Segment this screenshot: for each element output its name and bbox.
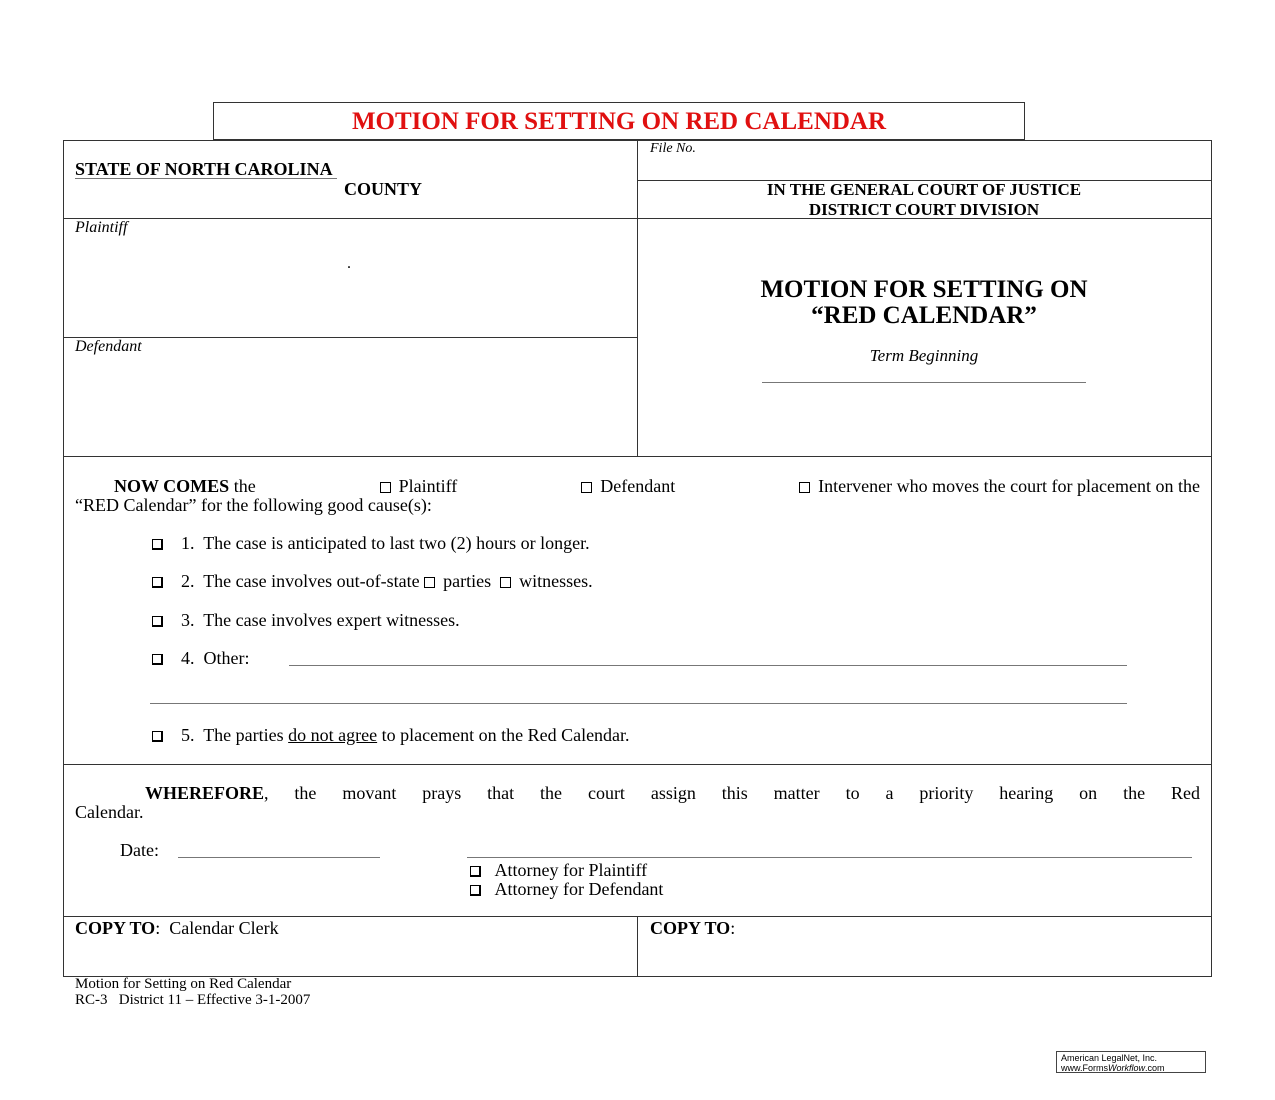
attorney-defendant: Attorney for Defendant <box>470 879 663 900</box>
plaintiff-checkbox[interactable] <box>380 482 391 493</box>
title-banner: MOTION FOR SETTING ON RED CALENDAR <box>213 102 1025 140</box>
cause-4: 4. Other: <box>152 648 249 669</box>
copy-to-right: COPY TO: <box>650 918 736 938</box>
witnesses-checkbox[interactable] <box>500 577 511 588</box>
county-label: COUNTY <box>344 179 423 199</box>
defendant-label: Defendant <box>75 338 142 355</box>
term-beginning-field[interactable] <box>762 382 1086 383</box>
wherefore-line: WHEREFORE, the movant prays that the court assign this matter to a priority hearing on the Red <box>145 783 1200 803</box>
defendant-checkbox[interactable] <box>581 482 592 493</box>
state-label: STATE OF NORTH CAROLINA <box>75 159 333 179</box>
term-beginning-label: Term Beginning <box>869 346 979 365</box>
intervener-checkbox[interactable] <box>799 482 810 493</box>
court-line-2: DISTRICT COURT DIVISION <box>808 200 1040 219</box>
file-no-label: File No. <box>650 141 696 156</box>
footer-line-2: RC-3 District 11 – Effective 3-1-2007 <box>75 992 311 1008</box>
court-line-1: IN THE GENERAL COURT OF JUSTICE <box>766 180 1082 199</box>
cause-1-checkbox[interactable] <box>152 539 163 550</box>
cause-4-checkbox[interactable] <box>152 654 163 665</box>
plaintiff-label: Plaintiff <box>75 219 128 236</box>
footer-line-1: Motion for Setting on Red Calendar <box>75 976 292 992</box>
now-comes-line: NOW COMES the Plaintiff Defendant Intervener who moves the court for placement on the <box>114 476 1200 496</box>
cause-3: 3. The case involves expert witnesses. <box>152 610 460 631</box>
motion-title-2: “RED CALENDAR” <box>811 302 1037 329</box>
legalnet-stamp: American LegalNet, Inc. www.FormsWorkflow.com <box>1056 1051 1206 1073</box>
now-comes-line-2: “RED Calendar” for the following good cause(s): <box>75 495 432 515</box>
signature-field[interactable] <box>467 857 1192 858</box>
motion-title-1: MOTION FOR SETTING ON <box>760 276 1088 303</box>
cause-1: 1. The case is anticipated to last two (2) hours or longer. <box>152 533 590 554</box>
plaintiff-field[interactable]: . <box>347 255 351 272</box>
copy-to-left: COPY TO: Calendar Clerk <box>75 918 279 938</box>
other-field-2[interactable] <box>150 703 1127 704</box>
attorney-plaintiff: Attorney for Plaintiff <box>470 860 647 881</box>
wherefore-line-2: Calendar. <box>75 802 144 822</box>
county-field[interactable] <box>75 178 337 179</box>
cause-2: 2. The case involves out-of-state parties witnesses. <box>152 571 593 592</box>
date-label: Date: <box>120 840 159 860</box>
date-field[interactable] <box>178 857 380 858</box>
cause-2-checkbox[interactable] <box>152 577 163 588</box>
cause-3-checkbox[interactable] <box>152 616 163 627</box>
parties-checkbox[interactable] <box>424 577 435 588</box>
other-field-1[interactable] <box>289 665 1127 666</box>
cause-5: 5. The parties do not agree to placement on the Red Calendar. <box>152 725 630 746</box>
attorney-defendant-checkbox[interactable] <box>470 885 481 896</box>
cause-5-checkbox[interactable] <box>152 731 163 742</box>
attorney-plaintiff-checkbox[interactable] <box>470 866 481 877</box>
